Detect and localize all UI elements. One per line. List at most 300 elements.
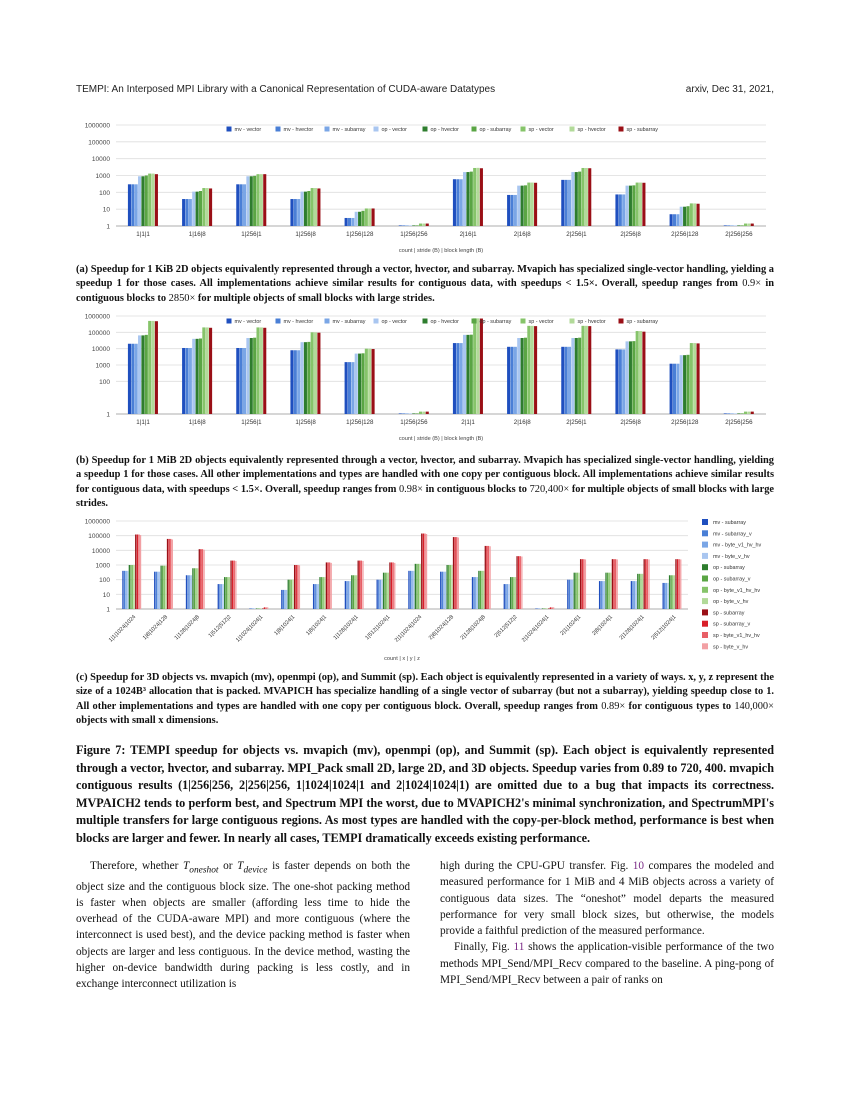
caption-c-text: (c) Speedup for 3D objects vs. mvapich (mv), openmpi (op), and Summit (sp). Each object is equivalently represented in a variety of ways. x, y, z represent the size of a 1024B³ allocation that is packed. MVAPICH has specialize handling of a single vector of subarray (but not a subarray), yielding speedup close to 1. All other implementations and types are handled with one copy per contiguous block. Overall, speedup ranges from (76, 672, 774, 712)
bar (402, 225, 405, 226)
bar (524, 338, 527, 414)
legend-entry: mv - subarray_v (713, 531, 752, 538)
bar (301, 342, 304, 414)
legend-entry: mv - byte_v_hv (713, 553, 750, 560)
bar (489, 546, 490, 609)
bar (378, 580, 379, 609)
bar (543, 608, 544, 609)
bar (195, 568, 196, 609)
bar (229, 577, 230, 609)
bar (389, 562, 390, 609)
x-tick-label: 1|16|8 (188, 419, 206, 426)
bar (632, 185, 635, 226)
bar (578, 172, 581, 226)
bar (524, 185, 527, 226)
bar (192, 568, 193, 609)
caption-b (76, 454, 774, 511)
bar (561, 347, 564, 414)
y-tick-label: 10 (102, 206, 110, 214)
bar (676, 364, 679, 414)
bar (206, 327, 209, 414)
bar (575, 573, 576, 609)
bar (619, 349, 622, 414)
bar (209, 188, 212, 226)
x-tick-label: 2|1024|1024|1 (521, 614, 551, 644)
bar (253, 176, 256, 226)
bar (683, 355, 686, 414)
bar (362, 561, 363, 609)
x-tick-label: 1|8|1024|128 (141, 614, 170, 642)
bar (580, 559, 581, 609)
bar (345, 218, 348, 226)
x-tick-label: 2|256|1 (566, 231, 587, 238)
figure-reference-link[interactable]: 11 (513, 941, 525, 954)
bar (642, 332, 645, 414)
bar (304, 342, 307, 414)
bar (463, 335, 466, 414)
bar (189, 348, 192, 414)
bar (470, 335, 473, 414)
bar (361, 561, 362, 609)
bar (568, 180, 571, 226)
bar (393, 562, 394, 609)
bar (368, 208, 371, 226)
x-tick-label: 1|256|1 (241, 419, 262, 426)
legend-swatch (570, 127, 575, 132)
bar (351, 218, 354, 226)
bar (135, 344, 138, 414)
bar (253, 338, 256, 414)
legend-swatch (374, 127, 379, 132)
bar (666, 583, 667, 609)
bar (165, 566, 166, 609)
x-axis-title: count | stride (B) | block length (B) (398, 248, 484, 254)
bar (450, 565, 451, 609)
bar (394, 563, 395, 609)
chart-a-svg (76, 118, 774, 258)
bar (405, 225, 408, 226)
x-tick-label: 2|256|256 (725, 231, 753, 238)
bar (281, 590, 282, 609)
bar (588, 168, 591, 226)
legend-swatch (325, 127, 330, 132)
legend-swatch (702, 564, 708, 570)
text-run: shows the application-visible performance of the two methods MPI_Send/MPI_Recv compared to the baseline. A ping-pong of MPI_Send/MPI_Recv between a pair of ranks on (440, 941, 774, 987)
running-header-title: TEMPI: An Interposed MPI Library with a Canonical Representation of CUDA-aware Datatypes (76, 84, 496, 95)
bar (727, 225, 730, 226)
bar (402, 413, 405, 414)
bar (626, 341, 629, 414)
bar (185, 348, 188, 414)
bar (639, 574, 640, 609)
bar (747, 412, 750, 414)
bar (583, 559, 584, 609)
bar (380, 580, 381, 609)
y-tick-label: 1000 (95, 173, 110, 180)
bar (265, 607, 266, 609)
bar (521, 186, 524, 226)
bar (631, 581, 632, 609)
bar (355, 212, 358, 226)
bar (473, 577, 474, 609)
y-tick-label: 10 (102, 591, 110, 599)
bar (124, 571, 125, 609)
bar (520, 556, 521, 609)
figure-caption: Figure 7: TEMPI speedup for objects vs. mvapich (mv), openmpi (op), and Summit (sp). Each object is equivalently represented through a vector, hvector, and subarray. MPI_Pack small 2D, large 2D, and 3D objects. Speedup varies from 0.89 to 720, 400. mvapich contiguous results (1|256|256, 2|256|256, 1|1024|1024|1 and 2|1024|1024|1) are omitted due to a bug that impacts its correctness. MVPAICH2 tends to perform best, and Spectrum MPI the worst, due to MVAPICH2's minimal synchronization, and SpectrumMPI's multiple transfers for large contiguous regions. As most types are handled with the copy-per-block method, performance is best when blocks are larger and fewer. In nearly all cases, TEMPI dramatically exceeds existing performance. (76, 743, 774, 845)
bar (128, 184, 131, 226)
bar (510, 577, 511, 609)
legend-swatch (702, 587, 708, 593)
bar (197, 568, 198, 609)
bar (577, 573, 578, 609)
bar (510, 195, 513, 226)
bar (152, 174, 155, 226)
bar (348, 362, 351, 414)
bar (148, 174, 151, 226)
bar (350, 581, 351, 609)
bar (327, 562, 328, 609)
x-tick-label: 2|512|1024|1 (650, 614, 678, 642)
bar (488, 546, 489, 609)
bar (260, 327, 263, 414)
bar (473, 168, 476, 226)
legend-entry: sp - subarray_v (713, 621, 751, 628)
x-tick-label: 2|256|1 (566, 419, 587, 426)
chart-a (76, 118, 774, 258)
bar (307, 191, 310, 226)
bar (505, 584, 506, 609)
bar (192, 339, 195, 414)
bar (453, 537, 454, 609)
bar (446, 565, 447, 609)
bar (548, 608, 549, 609)
bar (622, 349, 625, 414)
bar (318, 584, 319, 609)
x-tick-label: 2|1|1 (461, 419, 475, 426)
bar (480, 571, 481, 609)
bar (456, 537, 457, 609)
bar (135, 535, 136, 609)
bar (199, 338, 202, 414)
bar (671, 575, 672, 609)
bar (152, 321, 155, 414)
x-tick-label: 2|8|1024|1 (591, 614, 614, 637)
bar (251, 608, 252, 609)
bar (453, 179, 456, 226)
bar (645, 559, 646, 609)
x-tick-label: 1|512|1024|1 (364, 614, 392, 642)
bar (368, 349, 371, 414)
bar (540, 608, 541, 609)
bar (182, 199, 185, 226)
bar (199, 549, 200, 609)
bar (605, 573, 606, 609)
bar (575, 172, 578, 226)
bar (199, 191, 202, 226)
bar (585, 326, 588, 414)
bar (386, 573, 387, 609)
y-tick-label: 100 (99, 189, 110, 197)
bar (680, 355, 683, 414)
bar (259, 608, 260, 609)
y-tick-label: 1 (106, 411, 110, 419)
caption-c-v1: 0.89× (601, 700, 626, 712)
bar (250, 338, 253, 414)
text-run: compares the modeled and measured performance for 1 MiB and 4 MiB objects across a variety of contiguous data sizes. The “oneshot” model departs the measured performance for very small block sizes, but otherwise, the models provide a faithful prediction of the measured performance. (440, 860, 774, 938)
bar (550, 607, 551, 609)
bar (456, 179, 459, 226)
x-tick-label: 2|16|8 (513, 231, 531, 238)
bar (636, 183, 639, 226)
bar (218, 584, 219, 609)
bar (317, 333, 320, 414)
bar (290, 350, 293, 414)
bar (297, 350, 300, 414)
bar (679, 559, 680, 609)
bar (664, 583, 665, 609)
bar (358, 212, 361, 226)
bar (730, 413, 733, 414)
legend-entry: mv - vector (234, 319, 262, 325)
bar (288, 580, 289, 609)
bar (632, 341, 635, 414)
x-tick-label: 2|16|8 (513, 419, 531, 426)
bar (138, 176, 141, 226)
legend-entry: op - subarray (713, 565, 745, 572)
bar (162, 566, 163, 609)
legend-swatch (702, 598, 708, 604)
bar (572, 580, 573, 609)
bar (167, 539, 168, 609)
bar (693, 203, 696, 226)
x-tick-label: 1|256|256 (400, 231, 428, 238)
bar (639, 183, 642, 226)
bar (289, 580, 290, 609)
legend-entry: op - vector (381, 127, 407, 133)
bar (148, 321, 151, 414)
legend-entry: mv - byte_v1_hv_hv (713, 542, 762, 549)
legend-swatch (472, 319, 477, 324)
running-header-date: arxiv, Dec 31, 2021, (685, 84, 774, 95)
bar (537, 608, 538, 609)
bar (391, 562, 392, 609)
x-axis-title: count | x | y | z (384, 656, 420, 662)
x-tick-label: 1|256|256 (400, 419, 428, 426)
legend-entry: mv - hvector (283, 127, 314, 133)
bar (574, 573, 575, 609)
bar (256, 608, 257, 609)
bar (261, 608, 262, 609)
y-tick-label: 100000 (88, 139, 110, 147)
x-tick-label: 2|8|1024|128 (427, 614, 456, 642)
bar (527, 183, 530, 226)
bar (365, 208, 368, 226)
bar (219, 584, 220, 609)
bar (601, 581, 602, 609)
caption-a (76, 263, 774, 306)
bar (250, 176, 253, 226)
bar (140, 535, 141, 609)
bar (226, 577, 227, 609)
caption-b-mid: in contiguous blocks to (423, 483, 530, 495)
body-column-left (76, 858, 410, 993)
bar (292, 580, 293, 609)
caption-b-v2: 720,400× (529, 483, 570, 495)
bar (141, 176, 144, 226)
x-tick-label: 1|1|1 (136, 419, 150, 426)
math-subscript: oneshot (189, 865, 219, 876)
legend-entry: sp - hvector (577, 319, 606, 325)
bar (672, 575, 673, 609)
bar (607, 573, 608, 609)
caption-c (76, 671, 774, 728)
bar (442, 572, 443, 609)
bar (324, 577, 325, 609)
text-run: is faster depends on both the object size and the contiguous block size. The one-shot packing method is faster when objects are smaller (affording less time to hide the overhead of the CUDA-aware MPI) and more contiguous (where the interconnect is used best), and the device packing method is faster when objects are larger and less contiguous. In the device method, wasting the higher on-device bandwidth during packing is less costly, and in exchange interconnect utilization is (76, 860, 410, 991)
bar (227, 577, 228, 609)
legend-swatch (702, 632, 708, 638)
caption-b-text: (b) Speedup for 1 MiB 2D objects equivalently represented through a vector, hvector, and subarray. Mvapich has specialized single-vector handling, yielding a speedup 1 for those cases. All other implementations and types are handled with one copy per contiguous block. All implementations achieve similar results for contiguous data, with speedups < 1.5×. Overall, speedup ranges from (76, 455, 774, 495)
bar (507, 584, 508, 609)
bar (629, 186, 632, 226)
bar (412, 225, 415, 226)
legend-entry: op - byte_v_hv (713, 599, 749, 606)
bar (355, 354, 358, 414)
bar (314, 188, 317, 226)
bar (481, 571, 482, 609)
bar (296, 565, 297, 609)
bar (196, 192, 199, 226)
legend-entry: mv - subarray (332, 319, 366, 325)
bar (419, 564, 420, 609)
bar (531, 183, 534, 226)
bar (507, 347, 510, 414)
bar (203, 550, 204, 609)
bar (423, 534, 424, 609)
bar (372, 208, 375, 226)
y-tick-label: 100000 (88, 329, 110, 337)
bar (206, 188, 209, 226)
x-tick-label: 1|8|1024|1 (305, 614, 328, 637)
caption-a-v2: 2850× (168, 292, 196, 304)
bar (463, 172, 466, 226)
bar (405, 413, 408, 414)
bar (568, 347, 571, 414)
bar (642, 183, 645, 226)
bar (460, 343, 463, 414)
bar (545, 608, 546, 609)
legend-swatch (702, 643, 708, 649)
bar (477, 318, 480, 414)
bar (585, 168, 588, 226)
bar (448, 565, 449, 609)
bar (125, 571, 126, 609)
bar (521, 556, 522, 609)
bar (377, 580, 378, 609)
legend-swatch (423, 127, 428, 132)
caption-b-end: for multiple objects of small blocks with large strides. (76, 483, 774, 509)
legend-swatch (227, 127, 232, 132)
x-tick-label: 1|256|8 (295, 419, 316, 426)
bar (426, 534, 427, 609)
x-tick-label: 2|128|1024|8 (459, 614, 487, 642)
y-tick-label: 1 (106, 606, 110, 614)
bar (189, 199, 192, 226)
bar (477, 168, 480, 226)
bar (182, 348, 185, 414)
bar (636, 581, 637, 609)
bar (619, 194, 622, 226)
bar (249, 608, 250, 609)
bar (164, 566, 165, 609)
bar (358, 354, 361, 414)
math-symbol: T (237, 860, 244, 872)
bar (443, 572, 444, 609)
bar (534, 183, 537, 226)
bar (230, 561, 231, 609)
chart-b (76, 310, 774, 448)
bar (615, 559, 616, 609)
bar (345, 581, 346, 609)
legend-entry: op - subarray_v (713, 576, 751, 583)
caption-a-text: (a) Speedup for 1 KiB 2D objects equivalently represented through a vector, hvector, and subarray. Mvapich has specialized single-vector handling, yielding a speedup 1 for those cases. All implementations achieve similar results for contiguous data, with speedups < 1.5×. Overall, speedup ranges from (76, 264, 774, 290)
bar (542, 608, 543, 609)
body-column-right (440, 858, 774, 988)
bar (581, 168, 584, 226)
bar (673, 364, 676, 414)
bar (409, 413, 412, 414)
bar (137, 535, 138, 609)
bar (737, 413, 740, 414)
bar (472, 577, 473, 609)
x-tick-label: 2|256|128 (671, 419, 699, 426)
bar (578, 573, 579, 609)
bar (284, 590, 285, 609)
bar (510, 347, 513, 414)
bar (734, 225, 737, 226)
bar (466, 335, 469, 414)
bar (521, 338, 524, 414)
bar (724, 413, 727, 414)
bar (516, 556, 517, 609)
bar (127, 571, 128, 609)
bar (412, 413, 415, 414)
bar (440, 572, 441, 609)
bar (690, 343, 693, 414)
bar (690, 203, 693, 226)
bar (639, 331, 642, 414)
bar (385, 573, 386, 609)
bar (426, 224, 429, 226)
figure-reference-link[interactable]: 10 (632, 860, 645, 872)
bar (483, 571, 484, 609)
legend-entry: op - vector (381, 319, 407, 325)
bar (156, 572, 157, 609)
bar (240, 348, 243, 414)
bar (316, 584, 317, 609)
chart-c-svg (76, 512, 774, 664)
bar (734, 413, 737, 414)
bar (359, 561, 360, 609)
bar (581, 326, 584, 414)
legend-swatch (472, 127, 477, 132)
text-run: high during the CPU-GPU transfer. Fig. (440, 860, 633, 872)
bar (411, 571, 412, 609)
bar (514, 347, 517, 414)
legend-entry: sp - vector (528, 127, 554, 133)
math-subscript: device (243, 865, 268, 876)
bar (416, 564, 417, 609)
